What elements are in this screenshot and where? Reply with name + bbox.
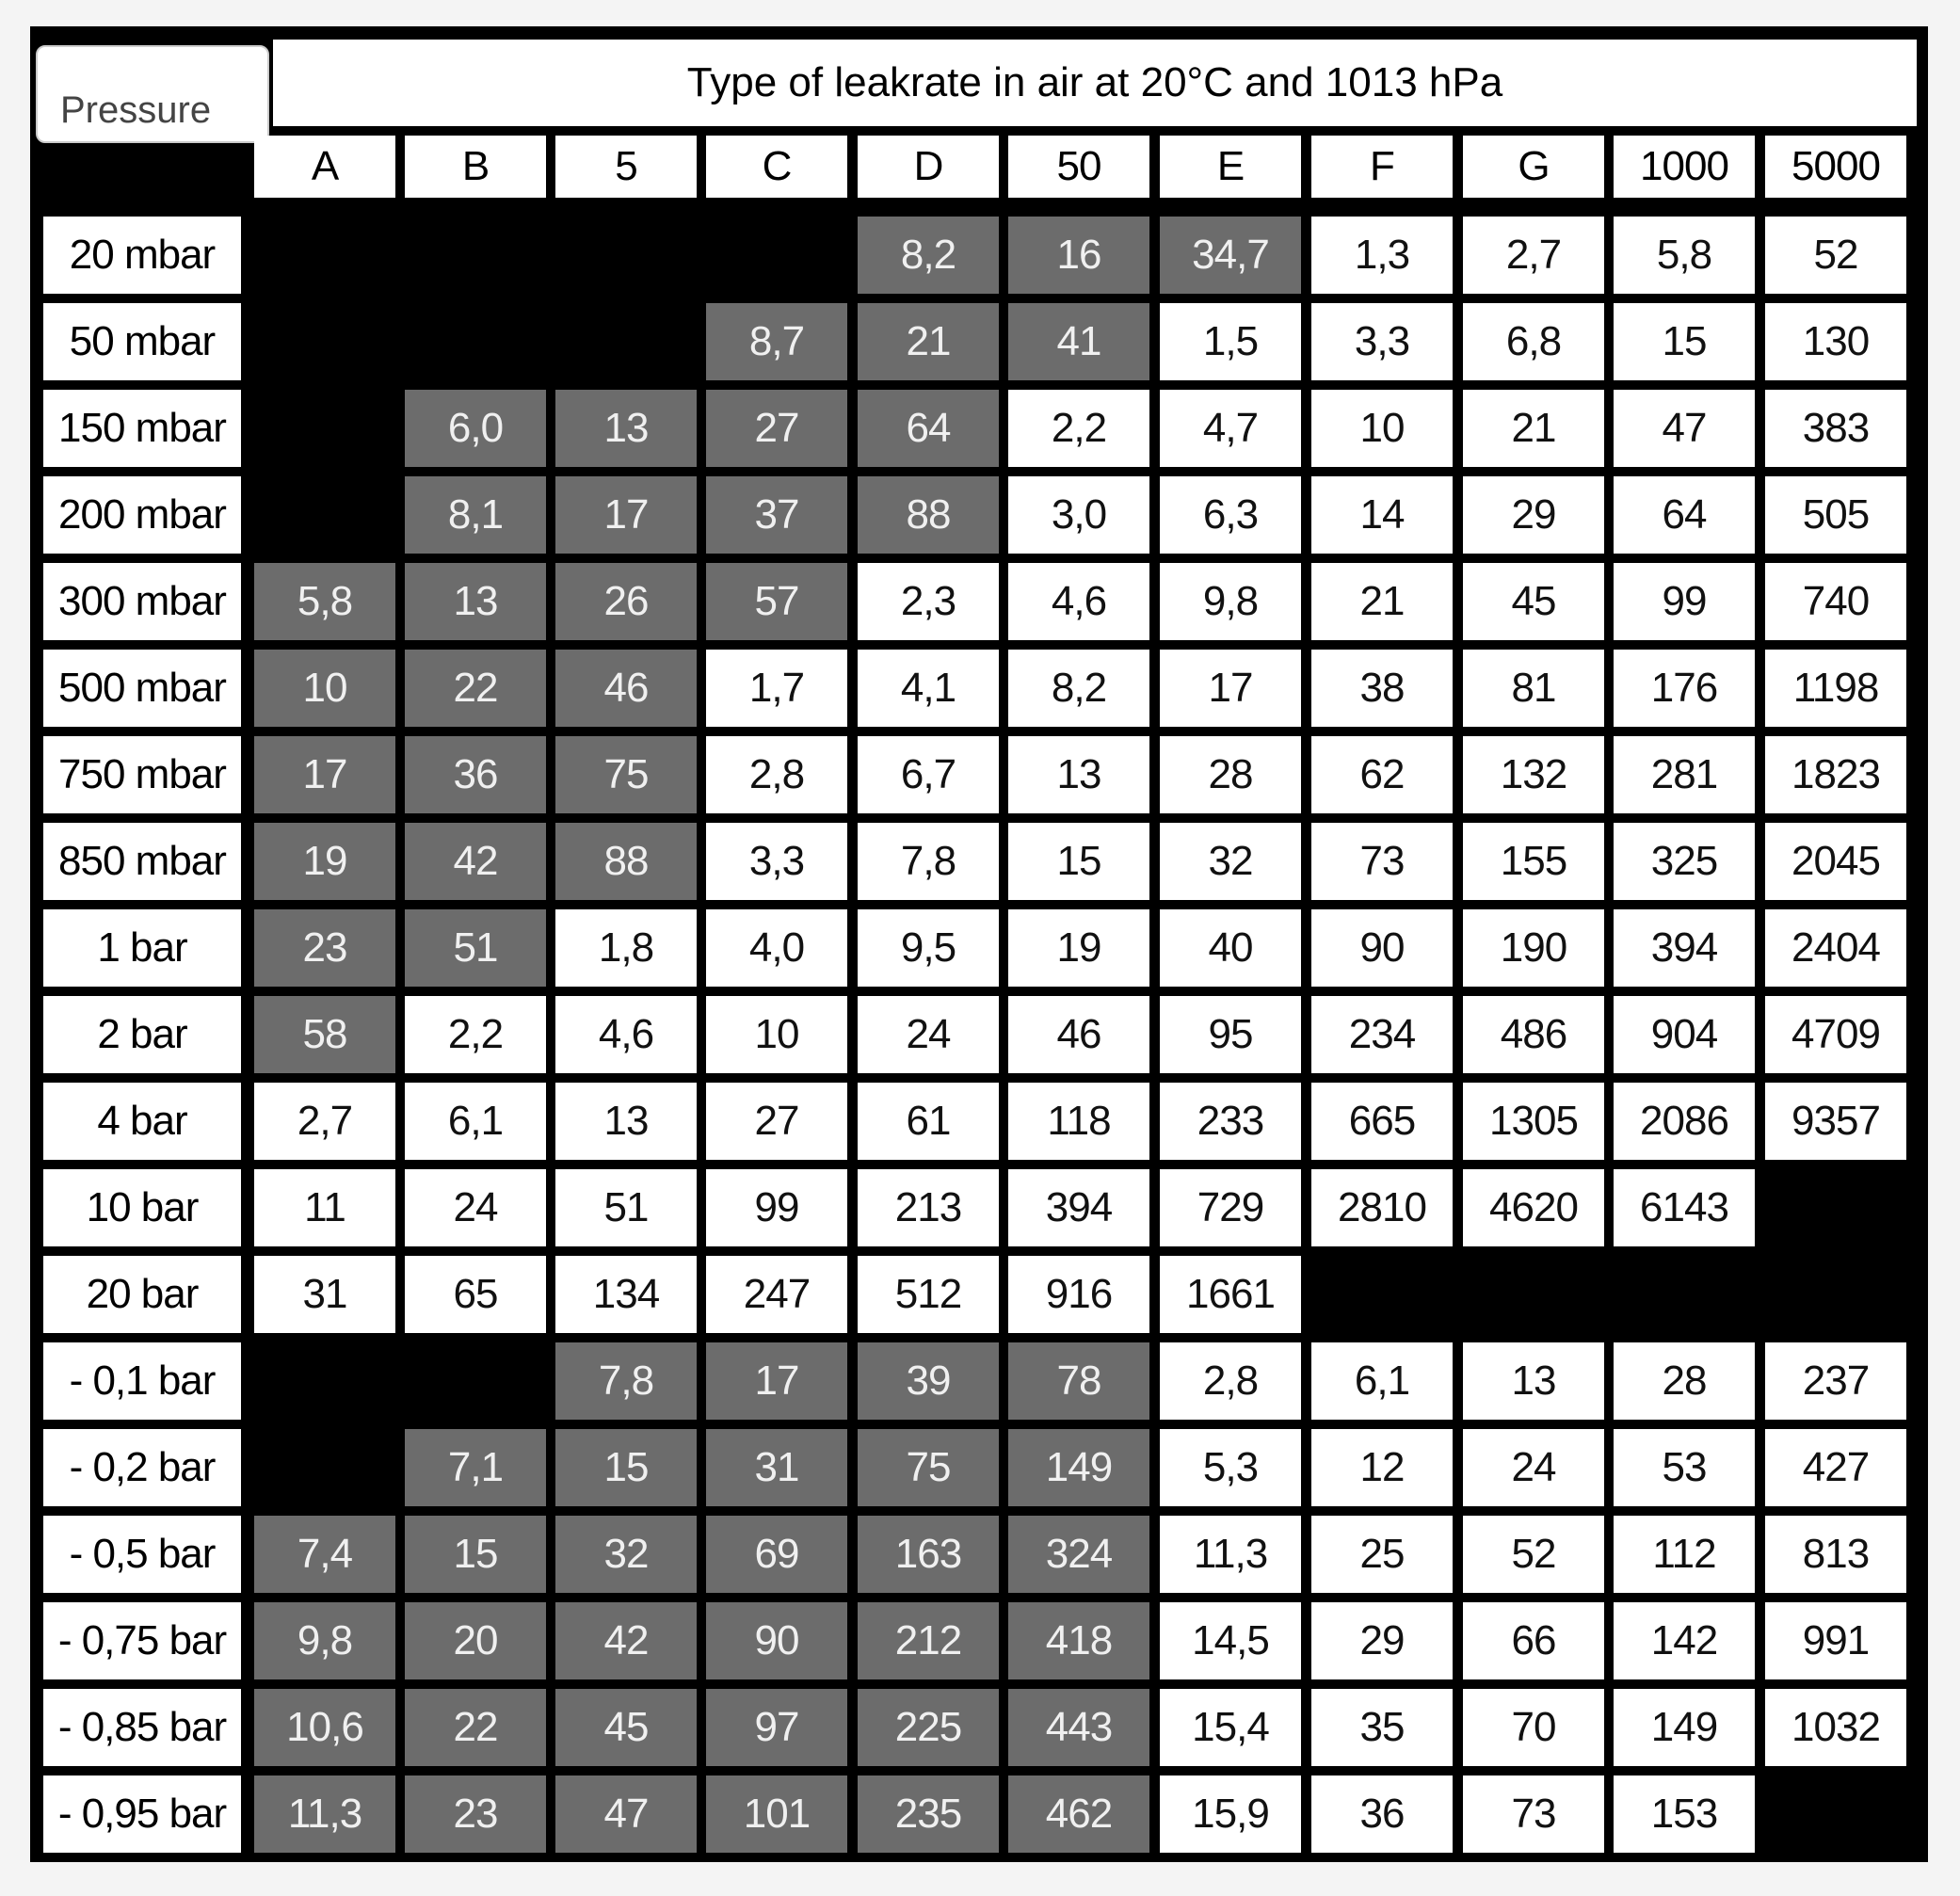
table-cell-r6-c6: 28 (1160, 736, 1301, 813)
table-cell-r15-c4: 163 (858, 1516, 999, 1593)
table-cell-r11-c9: 6143 (1614, 1169, 1755, 1246)
row-label-4: 300 mbar (43, 563, 241, 640)
column-header-9: 1000 (1614, 136, 1755, 198)
table-cell-r0-c9: 5,8 (1614, 217, 1755, 294)
table-cell-r18-c1: 23 (405, 1775, 546, 1853)
table-cell-r4-c1: 13 (405, 563, 546, 640)
table-cell-r11-c6: 729 (1160, 1169, 1301, 1246)
table-cell-r12-c3: 247 (706, 1256, 847, 1333)
table-cell-r4-c0: 5,8 (254, 563, 395, 640)
table-cell-r4-c9: 99 (1614, 563, 1755, 640)
table-cell-r6-c10: 1823 (1765, 736, 1906, 813)
table-cell-r5-c6: 17 (1160, 650, 1301, 727)
table-cell-r0-c10: 52 (1765, 217, 1906, 294)
table-cell-r1-c10: 130 (1765, 303, 1906, 380)
table-cell-r12-c5: 916 (1008, 1256, 1149, 1333)
table-cell-r11-c3: 99 (706, 1169, 847, 1246)
table-cell-r10-c7: 665 (1311, 1083, 1453, 1160)
table-cell-r1-c9: 15 (1614, 303, 1755, 380)
row-label-8: 1 bar (43, 909, 241, 987)
table-cell-r17-c0: 10,6 (254, 1689, 395, 1766)
table-cell-r17-c10: 1032 (1765, 1689, 1906, 1766)
row-label-2: 150 mbar (43, 390, 241, 467)
table-cell-r10-c1: 6,1 (405, 1083, 546, 1160)
table-cell-r4-c10: 740 (1765, 563, 1906, 640)
table-cell-r2-c6: 4,7 (1160, 390, 1301, 467)
table-cell-r8-c10: 2404 (1765, 909, 1906, 987)
table-cell-r0-c5: 16 (1008, 217, 1149, 294)
row-label-18: - 0,95 bar (43, 1775, 241, 1853)
table-cell-r14-c10: 427 (1765, 1429, 1906, 1506)
table-cell-r17-c5: 443 (1008, 1689, 1149, 1766)
table-cell-r14-c1: 7,1 (405, 1429, 546, 1506)
table-cell-r17-c4: 225 (858, 1689, 999, 1766)
row-label-12: 20 bar (43, 1256, 241, 1333)
table-cell-r13-c10: 237 (1765, 1342, 1906, 1420)
column-header-5: 50 (1008, 136, 1149, 198)
table-cell-r16-c6: 14,5 (1160, 1602, 1301, 1679)
row-label-6: 750 mbar (43, 736, 241, 813)
table-cell-r14-c7: 12 (1311, 1429, 1453, 1506)
table-cell-r9-c1: 2,2 (405, 996, 546, 1073)
table-cell-r2-c8: 21 (1463, 390, 1604, 467)
table-cell-r4-c2: 26 (555, 563, 697, 640)
table-cell-r9-c7: 234 (1311, 996, 1453, 1073)
table-cell-r16-c1: 20 (405, 1602, 546, 1679)
table-cell-r6-c5: 13 (1008, 736, 1149, 813)
row-label-11: 10 bar (43, 1169, 241, 1246)
table-cell-r13-c4: 39 (858, 1342, 999, 1420)
table-cell-r8-c2: 1,8 (555, 909, 697, 987)
column-header-6: E (1160, 136, 1301, 198)
table-cell-r18-c2: 47 (555, 1775, 697, 1853)
table-cell-r15-c9: 112 (1614, 1516, 1755, 1593)
table-cell-r9-c4: 24 (858, 996, 999, 1073)
table-cell-r12-c2: 134 (555, 1256, 697, 1333)
table-cell-r3-c7: 14 (1311, 476, 1453, 554)
table-cell-r6-c3: 2,8 (706, 736, 847, 813)
table-cell-r4-c3: 57 (706, 563, 847, 640)
table-cell-r10-c3: 27 (706, 1083, 847, 1160)
table-cell-r2-c3: 27 (706, 390, 847, 467)
table-cell-r16-c4: 212 (858, 1602, 999, 1679)
table-cell-r18-c9: 153 (1614, 1775, 1755, 1853)
table-cell-r3-c4: 88 (858, 476, 999, 554)
table-cell-r15-c10: 813 (1765, 1516, 1906, 1593)
table-cell-r3-c8: 29 (1463, 476, 1604, 554)
table-cell-r0-c4: 8,2 (858, 217, 999, 294)
table-cell-r18-c4: 235 (858, 1775, 999, 1853)
table-cell-r8-c0: 23 (254, 909, 395, 987)
table-cell-r4-c4: 2,3 (858, 563, 999, 640)
row-label-9: 2 bar (43, 996, 241, 1073)
table-cell-r3-c2: 17 (555, 476, 697, 554)
table-cell-r9-c2: 4,6 (555, 996, 697, 1073)
table-cell-r13-c5: 78 (1008, 1342, 1149, 1420)
table-cell-r12-c0: 31 (254, 1256, 395, 1333)
table-cell-r5-c10: 1198 (1765, 650, 1906, 727)
table-cell-r3-c1: 8,1 (405, 476, 546, 554)
table-cell-r10-c2: 13 (555, 1083, 697, 1160)
table-cell-r7-c5: 15 (1008, 823, 1149, 900)
table-cell-r7-c4: 7,8 (858, 823, 999, 900)
table-cell-r17-c3: 97 (706, 1689, 847, 1766)
pressure-header: Pressure (36, 45, 269, 143)
table-cell-r3-c10: 505 (1765, 476, 1906, 554)
table-cell-r18-c8: 73 (1463, 1775, 1604, 1853)
table-cell-r9-c6: 95 (1160, 996, 1301, 1073)
table-cell-r10-c9: 2086 (1614, 1083, 1755, 1160)
row-label-17: - 0,85 bar (43, 1689, 241, 1766)
table-cell-r8-c9: 394 (1614, 909, 1755, 987)
table-cell-r2-c2: 13 (555, 390, 697, 467)
table-cell-r9-c0: 58 (254, 996, 395, 1073)
table-cell-r10-c5: 118 (1008, 1083, 1149, 1160)
table-cell-r4-c5: 4,6 (1008, 563, 1149, 640)
table-title: Type of leakrate in air at 20°C and 1013 hPa (273, 40, 1917, 126)
column-header-0: A (254, 136, 395, 198)
row-label-5: 500 mbar (43, 650, 241, 727)
table-cell-r14-c5: 149 (1008, 1429, 1149, 1506)
table-cell-r13-c2: 7,8 (555, 1342, 697, 1420)
table-cell-r16-c3: 90 (706, 1602, 847, 1679)
table-cell-r16-c5: 418 (1008, 1602, 1149, 1679)
table-cell-r8-c3: 4,0 (706, 909, 847, 987)
table-cell-r16-c8: 66 (1463, 1602, 1604, 1679)
table-cell-r6-c9: 281 (1614, 736, 1755, 813)
table-cell-r16-c2: 42 (555, 1602, 697, 1679)
table-cell-r1-c6: 1,5 (1160, 303, 1301, 380)
table-cell-r11-c8: 4620 (1463, 1169, 1604, 1246)
table-cell-r2-c10: 383 (1765, 390, 1906, 467)
table-cell-r13-c3: 17 (706, 1342, 847, 1420)
table-cell-r0-c6: 34,7 (1160, 217, 1301, 294)
table-cell-r15-c3: 69 (706, 1516, 847, 1593)
table-cell-r3-c6: 6,3 (1160, 476, 1301, 554)
table-cell-r6-c8: 132 (1463, 736, 1604, 813)
column-header-3: C (706, 136, 847, 198)
table-cell-r1-c4: 21 (858, 303, 999, 380)
table-cell-r10-c4: 61 (858, 1083, 999, 1160)
table-cell-r13-c7: 6,1 (1311, 1342, 1453, 1420)
table-cell-r2-c1: 6,0 (405, 390, 546, 467)
table-cell-r9-c9: 904 (1614, 996, 1755, 1073)
table-cell-r9-c5: 46 (1008, 996, 1149, 1073)
table-cell-r10-c8: 1305 (1463, 1083, 1604, 1160)
table-cell-r14-c2: 15 (555, 1429, 697, 1506)
column-header-1: B (405, 136, 546, 198)
table-cell-r8-c1: 51 (405, 909, 546, 987)
column-header-4: D (858, 136, 999, 198)
table-cell-r7-c9: 325 (1614, 823, 1755, 900)
table-cell-r8-c6: 40 (1160, 909, 1301, 987)
table-cell-r12-c1: 65 (405, 1256, 546, 1333)
table-cell-r10-c10: 9357 (1765, 1083, 1906, 1160)
table-cell-r8-c7: 90 (1311, 909, 1453, 987)
table-cell-r7-c2: 88 (555, 823, 697, 900)
table-cell-r11-c0: 11 (254, 1169, 395, 1246)
table-cell-r11-c5: 394 (1008, 1169, 1149, 1246)
table-cell-r7-c6: 32 (1160, 823, 1301, 900)
table-cell-r0-c8: 2,7 (1463, 217, 1604, 294)
table-cell-r6-c2: 75 (555, 736, 697, 813)
table-cell-r16-c7: 29 (1311, 1602, 1453, 1679)
table-cell-r13-c8: 13 (1463, 1342, 1604, 1420)
table-cell-r5-c0: 10 (254, 650, 395, 727)
table-cell-r9-c10: 4709 (1765, 996, 1906, 1073)
table-cell-r8-c5: 19 (1008, 909, 1149, 987)
table-cell-r12-c6: 1661 (1160, 1256, 1301, 1333)
row-label-10: 4 bar (43, 1083, 241, 1160)
table-cell-r5-c3: 1,7 (706, 650, 847, 727)
table-cell-r15-c8: 52 (1463, 1516, 1604, 1593)
table-cell-r4-c6: 9,8 (1160, 563, 1301, 640)
table-cell-r16-c9: 142 (1614, 1602, 1755, 1679)
table-cell-r18-c5: 462 (1008, 1775, 1149, 1853)
table-cell-r9-c3: 10 (706, 996, 847, 1073)
table-cell-r5-c4: 4,1 (858, 650, 999, 727)
table-cell-r11-c1: 24 (405, 1169, 546, 1246)
table-cell-r8-c4: 9,5 (858, 909, 999, 987)
table-cell-r6-c4: 6,7 (858, 736, 999, 813)
table-cell-r11-c2: 51 (555, 1169, 697, 1246)
table-cell-r18-c6: 15,9 (1160, 1775, 1301, 1853)
table-cell-r4-c8: 45 (1463, 563, 1604, 640)
row-label-7: 850 mbar (43, 823, 241, 900)
row-label-16: - 0,75 bar (43, 1602, 241, 1679)
table-cell-r8-c8: 190 (1463, 909, 1604, 987)
row-label-0: 20 mbar (43, 217, 241, 294)
table-cell-r1-c8: 6,8 (1463, 303, 1604, 380)
table-cell-r5-c8: 81 (1463, 650, 1604, 727)
row-label-15: - 0,5 bar (43, 1516, 241, 1593)
table-cell-r16-c10: 991 (1765, 1602, 1906, 1679)
table-cell-r17-c6: 15,4 (1160, 1689, 1301, 1766)
column-header-7: F (1311, 136, 1453, 198)
table-cell-r17-c7: 35 (1311, 1689, 1453, 1766)
row-label-1: 50 mbar (43, 303, 241, 380)
column-header-8: G (1463, 136, 1604, 198)
table-cell-r18-c7: 36 (1311, 1775, 1453, 1853)
table-cell-r15-c6: 11,3 (1160, 1516, 1301, 1593)
table-cell-r7-c10: 2045 (1765, 823, 1906, 900)
column-header-2: 5 (555, 136, 697, 198)
table-cell-r11-c4: 213 (858, 1169, 999, 1246)
table-cell-r3-c5: 3,0 (1008, 476, 1149, 554)
table-cell-r7-c3: 3,3 (706, 823, 847, 900)
table-cell-r3-c3: 37 (706, 476, 847, 554)
table-cell-r14-c9: 53 (1614, 1429, 1755, 1506)
table-cell-r15-c1: 15 (405, 1516, 546, 1593)
table-cell-r5-c5: 8,2 (1008, 650, 1149, 727)
table-cell-r7-c1: 42 (405, 823, 546, 900)
table-cell-r9-c8: 486 (1463, 996, 1604, 1073)
table-cell-r14-c3: 31 (706, 1429, 847, 1506)
table-cell-r15-c2: 32 (555, 1516, 697, 1593)
table-cell-r5-c2: 46 (555, 650, 697, 727)
table-cell-r17-c1: 22 (405, 1689, 546, 1766)
table-cell-r10-c6: 233 (1160, 1083, 1301, 1160)
table-cell-r18-c0: 11,3 (254, 1775, 395, 1853)
table-cell-r17-c9: 149 (1614, 1689, 1755, 1766)
table-cell-r10-c0: 2,7 (254, 1083, 395, 1160)
table-cell-r2-c9: 47 (1614, 390, 1755, 467)
table-cell-r2-c7: 10 (1311, 390, 1453, 467)
table-cell-r6-c0: 17 (254, 736, 395, 813)
table-cell-r5-c9: 176 (1614, 650, 1755, 727)
table-cell-r7-c8: 155 (1463, 823, 1604, 900)
table-cell-r15-c7: 25 (1311, 1516, 1453, 1593)
table-cell-r13-c9: 28 (1614, 1342, 1755, 1420)
row-label-3: 200 mbar (43, 476, 241, 554)
table-cell-r2-c5: 2,2 (1008, 390, 1149, 467)
table-cell-r4-c7: 21 (1311, 563, 1453, 640)
table-cell-r1-c3: 8,7 (706, 303, 847, 380)
table-cell-r5-c7: 38 (1311, 650, 1453, 727)
table-cell-r0-c7: 1,3 (1311, 217, 1453, 294)
table-cell-r5-c1: 22 (405, 650, 546, 727)
table-cell-r17-c8: 70 (1463, 1689, 1604, 1766)
table-cell-r18-c3: 101 (706, 1775, 847, 1853)
table-cell-r14-c6: 5,3 (1160, 1429, 1301, 1506)
table-cell-r2-c4: 64 (858, 390, 999, 467)
row-label-14: - 0,2 bar (43, 1429, 241, 1506)
table-cell-r1-c5: 41 (1008, 303, 1149, 380)
leakrate-table (30, 26, 1928, 1862)
table-cell-r16-c0: 9,8 (254, 1602, 395, 1679)
table-cell-r15-c5: 324 (1008, 1516, 1149, 1593)
column-header-10: 5000 (1765, 136, 1906, 198)
table-cell-r7-c7: 73 (1311, 823, 1453, 900)
table-cell-r12-c4: 512 (858, 1256, 999, 1333)
table-cell-r1-c7: 3,3 (1311, 303, 1453, 380)
table-cell-r15-c0: 7,4 (254, 1516, 395, 1593)
table-cell-r14-c4: 75 (858, 1429, 999, 1506)
table-cell-r13-c6: 2,8 (1160, 1342, 1301, 1420)
table-cell-r14-c8: 24 (1463, 1429, 1604, 1506)
table-cell-r7-c0: 19 (254, 823, 395, 900)
row-label-13: - 0,1 bar (43, 1342, 241, 1420)
table-cell-r6-c7: 62 (1311, 736, 1453, 813)
table-cell-r11-c7: 2810 (1311, 1169, 1453, 1246)
table-cell-r6-c1: 36 (405, 736, 546, 813)
table-cell-r3-c9: 64 (1614, 476, 1755, 554)
table-cell-r17-c2: 45 (555, 1689, 697, 1766)
